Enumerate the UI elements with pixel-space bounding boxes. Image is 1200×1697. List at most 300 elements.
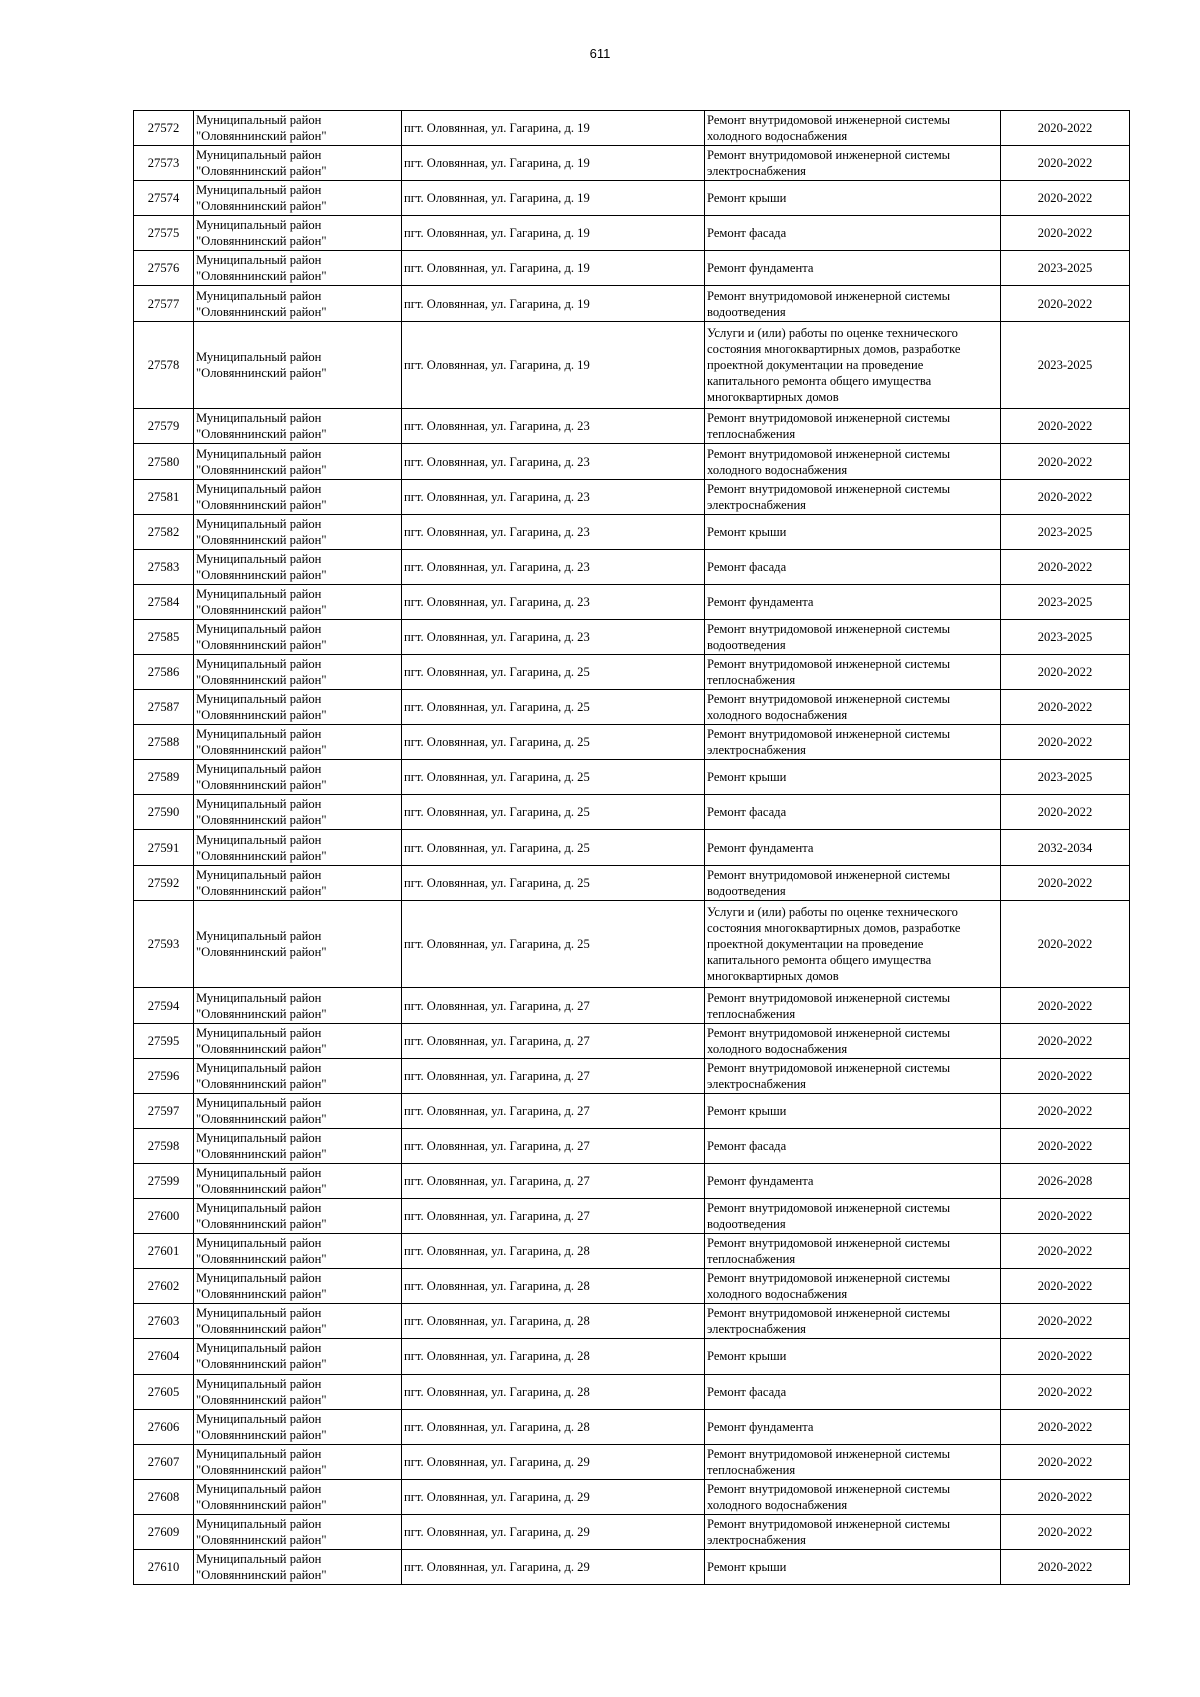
record-number-cell: 27582 xyxy=(134,514,194,549)
address-cell: пгт. Оловянная, ул. Гагарина, д. 25 xyxy=(402,725,705,760)
address-cell: пгт. Оловянная, ул. Гагарина, д. 28 xyxy=(402,1339,705,1374)
municipality-line-1: Муниципальный район xyxy=(196,832,322,847)
address-cell: пгт. Оловянная, ул. Гагарина, д. 23 xyxy=(402,444,705,479)
record-number-cell: 27597 xyxy=(134,1093,194,1128)
address-cell: пгт. Оловянная, ул. Гагарина, д. 19 xyxy=(402,111,705,146)
table-row xyxy=(134,1304,1130,1339)
municipality-cell xyxy=(194,444,402,479)
municipality-line-1: Муниципальный район xyxy=(196,586,322,601)
record-number-cell: 27606 xyxy=(134,1409,194,1444)
record-number-cell: 27591 xyxy=(134,830,194,865)
municipality-cell xyxy=(194,655,402,690)
record-number-cell: 27589 xyxy=(134,760,194,795)
record-number-cell: 27608 xyxy=(134,1479,194,1514)
address-cell: пгт. Оловянная, ул. Гагарина, д. 23 xyxy=(402,479,705,514)
municipality-line-2: "Оловяннинский район" xyxy=(196,778,327,793)
municipality-line-2: "Оловяннинский район" xyxy=(196,1146,327,1161)
record-number-cell: 27593 xyxy=(134,900,194,988)
municipality-line-1: Муниципальный район xyxy=(196,1306,322,1321)
table-row xyxy=(134,655,1130,690)
municipality-cell xyxy=(194,1409,402,1444)
period-cell: 2023-2025 xyxy=(1001,514,1130,549)
period-cell: 2023-2025 xyxy=(1001,619,1130,654)
period-cell: 2020-2022 xyxy=(1001,795,1130,830)
municipality-line-1: Муниципальный район xyxy=(196,1341,322,1356)
record-number-cell: 27594 xyxy=(134,988,194,1023)
work-type-cell: Ремонт внутридомовой инженерной системы холодного водоснабжения xyxy=(705,1023,1001,1058)
period-cell: 2020-2022 xyxy=(1001,1549,1130,1584)
municipality-cell xyxy=(194,725,402,760)
table-row xyxy=(134,1479,1130,1514)
work-type-cell: Ремонт крыши xyxy=(705,1093,1001,1128)
address-cell: пгт. Оловянная, ул. Гагарина, д. 25 xyxy=(402,795,705,830)
municipality-cell xyxy=(194,830,402,865)
municipality-line-2: "Оловяннинский район" xyxy=(196,427,327,442)
address-cell: пгт. Оловянная, ул. Гагарина, д. 25 xyxy=(402,760,705,795)
work-type-cell: Ремонт крыши xyxy=(705,514,1001,549)
period-cell: 2020-2022 xyxy=(1001,216,1130,251)
municipality-line-1: Муниципальный район xyxy=(196,657,322,672)
municipality-line-2: "Оловяннинский район" xyxy=(196,1462,327,1477)
municipality-line-1: Муниципальный район xyxy=(196,288,322,303)
period-cell: 2020-2022 xyxy=(1001,865,1130,900)
period-cell: 2020-2022 xyxy=(1001,1199,1130,1234)
address-cell: пгт. Оловянная, ул. Гагарина, д. 23 xyxy=(402,549,705,584)
work-type-cell: Ремонт крыши xyxy=(705,1339,1001,1374)
municipality-cell xyxy=(194,900,402,988)
work-type-cell: Ремонт фасада xyxy=(705,549,1001,584)
record-number-cell: 27600 xyxy=(134,1199,194,1234)
municipality-line-1: Муниципальный район xyxy=(196,1552,322,1567)
municipality-line-1: Муниципальный район xyxy=(196,218,322,233)
table-row xyxy=(134,725,1130,760)
period-cell: 2020-2022 xyxy=(1001,409,1130,444)
municipality-line-2: "Оловяннинский район" xyxy=(196,1217,327,1232)
address-cell: пгт. Оловянная, ул. Гагарина, д. 27 xyxy=(402,1058,705,1093)
municipality-line-1: Муниципальный район xyxy=(196,621,322,636)
work-type-cell: Ремонт фундамента xyxy=(705,584,1001,619)
address-cell: пгт. Оловянная, ул. Гагарина, д. 23 xyxy=(402,409,705,444)
record-number-cell: 27610 xyxy=(134,1549,194,1584)
municipality-line-1: Муниципальный район xyxy=(196,1271,322,1286)
municipality-line-1: Муниципальный район xyxy=(196,516,322,531)
municipality-line-2: "Оловяннинский район" xyxy=(196,304,327,319)
table-row xyxy=(134,286,1130,321)
period-cell: 2020-2022 xyxy=(1001,1058,1130,1093)
record-number-cell: 27581 xyxy=(134,479,194,514)
municipality-cell xyxy=(194,584,402,619)
municipality-cell xyxy=(194,1549,402,1584)
table-row xyxy=(134,1023,1130,1058)
address-cell: пгт. Оловянная, ул. Гагарина, д. 28 xyxy=(402,1234,705,1269)
work-type-cell: Ремонт внутридомовой инженерной системы холодного водоснабжения xyxy=(705,690,1001,725)
table-row xyxy=(134,216,1130,251)
municipality-cell xyxy=(194,321,402,409)
municipality-cell xyxy=(194,1023,402,1058)
record-number-cell: 27573 xyxy=(134,146,194,181)
municipality-line-2: "Оловяннинский район" xyxy=(196,743,327,758)
period-cell: 2020-2022 xyxy=(1001,1023,1130,1058)
municipality-line-2: "Оловяннинский район" xyxy=(196,1357,327,1372)
municipality-line-2: "Оловяннинский район" xyxy=(196,637,327,652)
work-type-cell: Ремонт внутридомовой инженерной системы электроснабжения xyxy=(705,725,1001,760)
work-type-cell: Ремонт внутридомовой инженерной системы теплоснабжения xyxy=(705,1444,1001,1479)
table-row xyxy=(134,1269,1130,1304)
table-row xyxy=(134,760,1130,795)
period-cell: 2020-2022 xyxy=(1001,1374,1130,1409)
period-cell: 2020-2022 xyxy=(1001,181,1130,216)
record-number-cell: 27596 xyxy=(134,1058,194,1093)
municipality-line-1: Муниципальный район xyxy=(196,1025,322,1040)
period-cell: 2020-2022 xyxy=(1001,725,1130,760)
work-type-cell: Услуги и (или) работы по оценке технического состояния многоквартирных домов, разработке проектной документации на проведение капитального ремонта общего имущества многоквартирных домов xyxy=(705,321,1001,409)
municipality-cell xyxy=(194,181,402,216)
period-cell: 2023-2025 xyxy=(1001,251,1130,286)
municipality-cell xyxy=(194,865,402,900)
work-type-cell: Ремонт фасада xyxy=(705,1374,1001,1409)
municipality-line-2: "Оловяннинский район" xyxy=(196,673,327,688)
work-type-cell: Ремонт фасада xyxy=(705,795,1001,830)
municipality-line-2: "Оловяннинский район" xyxy=(196,497,327,512)
municipality-cell xyxy=(194,760,402,795)
work-type-cell: Ремонт внутридомовой инженерной системы холодного водоснабжения xyxy=(705,111,1001,146)
municipality-line-1: Муниципальный район xyxy=(196,797,322,812)
work-type-cell: Ремонт фундамента xyxy=(705,1163,1001,1198)
table-row xyxy=(134,409,1130,444)
work-type-cell: Ремонт внутридомовой инженерной системы электроснабжения xyxy=(705,1058,1001,1093)
municipality-line-2: "Оловяннинский район" xyxy=(196,1287,327,1302)
period-cell: 2020-2022 xyxy=(1001,1269,1130,1304)
period-cell: 2020-2022 xyxy=(1001,1479,1130,1514)
address-cell: пгт. Оловянная, ул. Гагарина, д. 29 xyxy=(402,1514,705,1549)
municipality-line-2: "Оловяннинский район" xyxy=(196,602,327,617)
record-number-cell: 27585 xyxy=(134,619,194,654)
municipality-cell xyxy=(194,286,402,321)
work-type-cell: Ремонт фасада xyxy=(705,216,1001,251)
period-cell: 2026-2028 xyxy=(1001,1163,1130,1198)
municipality-line-1: Муниципальный район xyxy=(196,1095,322,1110)
table-body xyxy=(134,111,1130,1585)
record-number-cell: 27607 xyxy=(134,1444,194,1479)
municipality-cell xyxy=(194,1234,402,1269)
municipality-line-1: Муниципальный район xyxy=(196,762,322,777)
work-type-cell: Ремонт внутридомовой инженерной системы электроснабжения xyxy=(705,1514,1001,1549)
municipality-line-2: "Оловяннинский район" xyxy=(196,1427,327,1442)
period-cell: 2020-2022 xyxy=(1001,549,1130,584)
municipality-cell xyxy=(194,1304,402,1339)
work-type-cell: Ремонт внутридомовой инженерной системы холодного водоснабжения xyxy=(705,1479,1001,1514)
record-number-cell: 27599 xyxy=(134,1163,194,1198)
period-cell: 2020-2022 xyxy=(1001,1444,1130,1479)
municipality-cell xyxy=(194,1514,402,1549)
municipality-line-2: "Оловяннинский район" xyxy=(196,1497,327,1512)
municipality-line-1: Муниципальный район xyxy=(196,1481,322,1496)
table-row xyxy=(134,1409,1130,1444)
record-number-cell: 27598 xyxy=(134,1128,194,1163)
municipality-line-1: Муниципальный район xyxy=(196,551,322,566)
municipality-line-2: "Оловяннинский район" xyxy=(196,1181,327,1196)
table-row xyxy=(134,181,1130,216)
period-cell: 2020-2022 xyxy=(1001,146,1130,181)
municipality-line-1: Муниципальный район xyxy=(196,446,322,461)
period-cell: 2020-2022 xyxy=(1001,1409,1130,1444)
work-type-cell: Ремонт внутридомовой инженерной системы водоотведения xyxy=(705,865,1001,900)
municipality-cell xyxy=(194,216,402,251)
table-row xyxy=(134,1514,1130,1549)
record-number-cell: 27578 xyxy=(134,321,194,409)
table-row xyxy=(134,251,1130,286)
period-cell: 2020-2022 xyxy=(1001,1128,1130,1163)
municipality-line-2: "Оловяннинский район" xyxy=(196,234,327,249)
work-type-cell: Ремонт внутридомовой инженерной системы водоотведения xyxy=(705,286,1001,321)
record-number-cell: 27572 xyxy=(134,111,194,146)
address-cell: пгт. Оловянная, ул. Гагарина, д. 25 xyxy=(402,655,705,690)
table-row xyxy=(134,865,1130,900)
record-number-cell: 27603 xyxy=(134,1304,194,1339)
record-number-cell: 27605 xyxy=(134,1374,194,1409)
address-cell: пгт. Оловянная, ул. Гагарина, д. 19 xyxy=(402,181,705,216)
municipality-line-1: Муниципальный район xyxy=(196,1411,322,1426)
municipality-cell xyxy=(194,690,402,725)
work-type-cell: Ремонт фасада xyxy=(705,1128,1001,1163)
work-type-cell: Ремонт внутридомовой инженерной системы холодного водоснабжения xyxy=(705,444,1001,479)
address-cell: пгт. Оловянная, ул. Гагарина, д. 29 xyxy=(402,1444,705,1479)
record-number-cell: 27602 xyxy=(134,1269,194,1304)
municipality-line-1: Муниципальный район xyxy=(196,1516,322,1531)
table-row xyxy=(134,549,1130,584)
work-type-cell: Ремонт внутридомовой инженерной системы теплоснабжения xyxy=(705,409,1001,444)
table-row xyxy=(134,1444,1130,1479)
municipality-line-2: "Оловяннинский район" xyxy=(196,199,327,214)
work-type-cell: Ремонт крыши xyxy=(705,181,1001,216)
table-row xyxy=(134,1549,1130,1584)
table-row xyxy=(134,988,1130,1023)
address-cell: пгт. Оловянная, ул. Гагарина, д. 27 xyxy=(402,1023,705,1058)
municipality-line-2: "Оловяннинский район" xyxy=(196,532,327,547)
municipality-line-2: "Оловяннинский район" xyxy=(196,129,327,144)
work-type-cell: Услуги и (или) работы по оценке технического состояния многоквартирных домов, разработке проектной документации на проведение капитального ремонта общего имущества многоквартирных домов xyxy=(705,900,1001,988)
municipality-line-2: "Оловяннинский район" xyxy=(196,164,327,179)
address-cell: пгт. Оловянная, ул. Гагарина, д. 28 xyxy=(402,1409,705,1444)
address-cell: пгт. Оловянная, ул. Гагарина, д. 23 xyxy=(402,514,705,549)
table-row xyxy=(134,584,1130,619)
municipality-cell xyxy=(194,1269,402,1304)
record-number-cell: 27592 xyxy=(134,865,194,900)
period-cell: 2020-2022 xyxy=(1001,444,1130,479)
municipality-cell xyxy=(194,1444,402,1479)
municipality-cell xyxy=(194,795,402,830)
record-number-cell: 27576 xyxy=(134,251,194,286)
municipality-line-1: Муниципальный район xyxy=(196,113,322,128)
municipality-line-1: Муниципальный район xyxy=(196,727,322,742)
table-row xyxy=(134,479,1130,514)
period-cell: 2023-2025 xyxy=(1001,321,1130,409)
address-cell: пгт. Оловянная, ул. Гагарина, д. 19 xyxy=(402,146,705,181)
table-row xyxy=(134,690,1130,725)
address-cell: пгт. Оловянная, ул. Гагарина, д. 19 xyxy=(402,286,705,321)
period-cell: 2020-2022 xyxy=(1001,111,1130,146)
municipality-line-1: Муниципальный район xyxy=(196,990,322,1005)
work-type-cell: Ремонт фундамента xyxy=(705,251,1001,286)
municipality-line-1: Муниципальный район xyxy=(196,148,322,163)
municipality-cell xyxy=(194,1128,402,1163)
municipality-line-2: "Оловяннинский район" xyxy=(196,1252,327,1267)
municipality-line-1: Муниципальный район xyxy=(196,1376,322,1391)
work-type-cell: Ремонт фундамента xyxy=(705,830,1001,865)
table-row xyxy=(134,1058,1130,1093)
page-number: 611 xyxy=(589,46,611,61)
period-cell: 2020-2022 xyxy=(1001,286,1130,321)
work-type-cell: Ремонт фундамента xyxy=(705,1409,1001,1444)
municipality-cell xyxy=(194,549,402,584)
municipality-line-1: Муниципальный район xyxy=(196,929,322,944)
period-cell: 2020-2022 xyxy=(1001,1339,1130,1374)
table-row xyxy=(134,321,1130,409)
record-number-cell: 27574 xyxy=(134,181,194,216)
work-type-cell: Ремонт крыши xyxy=(705,760,1001,795)
municipality-line-1: Муниципальный район xyxy=(196,1236,322,1251)
address-cell: пгт. Оловянная, ул. Гагарина, д. 27 xyxy=(402,988,705,1023)
municipality-line-1: Муниципальный район xyxy=(196,1165,322,1180)
municipality-cell xyxy=(194,146,402,181)
municipality-line-2: "Оловяннинский район" xyxy=(196,1392,327,1407)
work-type-cell: Ремонт внутридомовой инженерной системы электроснабжения xyxy=(705,1304,1001,1339)
municipality-line-1: Муниципальный район xyxy=(196,1130,322,1145)
work-type-cell: Ремонт крыши xyxy=(705,1549,1001,1584)
record-number-cell: 27580 xyxy=(134,444,194,479)
municipality-cell xyxy=(194,1093,402,1128)
address-cell: пгт. Оловянная, ул. Гагарина, д. 19 xyxy=(402,321,705,409)
municipality-line-1: Муниципальный район xyxy=(196,1201,322,1216)
municipality-line-2: "Оловяннинский район" xyxy=(196,365,327,380)
period-cell: 2020-2022 xyxy=(1001,1304,1130,1339)
table-row xyxy=(134,1093,1130,1128)
address-cell: пгт. Оловянная, ул. Гагарина, д. 25 xyxy=(402,865,705,900)
municipality-line-2: "Оловяннинский район" xyxy=(196,269,327,284)
municipality-cell xyxy=(194,409,402,444)
municipality-line-1: Муниципальный район xyxy=(196,411,322,426)
table-row xyxy=(134,900,1130,988)
municipality-line-2: "Оловяннинский район" xyxy=(196,1076,327,1091)
address-cell: пгт. Оловянная, ул. Гагарина, д. 25 xyxy=(402,830,705,865)
work-type-cell: Ремонт внутридомовой инженерной системы водоотведения xyxy=(705,619,1001,654)
municipality-line-1: Муниципальный район xyxy=(196,349,322,364)
table-row xyxy=(134,795,1130,830)
table-row xyxy=(134,1374,1130,1409)
work-type-cell: Ремонт внутридомовой инженерной системы электроснабжения xyxy=(705,479,1001,514)
address-cell: пгт. Оловянная, ул. Гагарина, д. 19 xyxy=(402,216,705,251)
municipality-cell xyxy=(194,111,402,146)
record-number-cell: 27588 xyxy=(134,725,194,760)
municipality-line-2: "Оловяннинский район" xyxy=(196,945,327,960)
record-number-cell: 27584 xyxy=(134,584,194,619)
record-number-cell: 27579 xyxy=(134,409,194,444)
table-row xyxy=(134,444,1130,479)
municipality-line-2: "Оловяннинский район" xyxy=(196,462,327,477)
address-cell: пгт. Оловянная, ул. Гагарина, д. 27 xyxy=(402,1199,705,1234)
period-cell: 2023-2025 xyxy=(1001,760,1130,795)
municipality-line-1: Муниципальный район xyxy=(196,253,322,268)
address-cell: пгт. Оловянная, ул. Гагарина, д. 25 xyxy=(402,900,705,988)
table-row xyxy=(134,619,1130,654)
address-cell: пгт. Оловянная, ул. Гагарина, д. 27 xyxy=(402,1093,705,1128)
record-number-cell: 27604 xyxy=(134,1339,194,1374)
table-row xyxy=(134,1163,1130,1198)
table-row xyxy=(134,1128,1130,1163)
municipality-cell xyxy=(194,1163,402,1198)
table-row xyxy=(134,1339,1130,1374)
municipality-line-1: Муниципальный район xyxy=(196,1446,322,1461)
address-cell: пгт. Оловянная, ул. Гагарина, д. 28 xyxy=(402,1269,705,1304)
period-cell: 2020-2022 xyxy=(1001,988,1130,1023)
municipality-cell xyxy=(194,1479,402,1514)
municipality-line-2: "Оловяннинский район" xyxy=(196,848,327,863)
municipality-cell xyxy=(194,514,402,549)
period-cell: 2020-2022 xyxy=(1001,690,1130,725)
municipality-line-1: Муниципальный район xyxy=(196,692,322,707)
address-cell: пгт. Оловянная, ул. Гагарина, д. 29 xyxy=(402,1479,705,1514)
address-cell: пгт. Оловянная, ул. Гагарина, д. 23 xyxy=(402,619,705,654)
municipality-line-1: Муниципальный район xyxy=(196,1060,322,1075)
record-number-cell: 27587 xyxy=(134,690,194,725)
municipality-line-2: "Оловяннинский район" xyxy=(196,567,327,582)
table-row xyxy=(134,146,1130,181)
work-type-cell: Ремонт внутридомовой инженерной системы холодного водоснабжения xyxy=(705,1269,1001,1304)
address-cell: пгт. Оловянная, ул. Гагарина, д. 28 xyxy=(402,1304,705,1339)
municipality-line-1: Муниципальный район xyxy=(196,183,322,198)
address-cell: пгт. Оловянная, ул. Гагарина, д. 23 xyxy=(402,584,705,619)
municipality-cell xyxy=(194,1374,402,1409)
record-number-cell: 27586 xyxy=(134,655,194,690)
table-row xyxy=(134,1199,1130,1234)
period-cell: 2020-2022 xyxy=(1001,1093,1130,1128)
municipality-line-2: "Оловяннинский район" xyxy=(196,1532,327,1547)
municipality-line-2: "Оловяннинский район" xyxy=(196,1111,327,1126)
address-cell: пгт. Оловянная, ул. Гагарина, д. 28 xyxy=(402,1374,705,1409)
municipality-cell xyxy=(194,479,402,514)
record-number-cell: 27583 xyxy=(134,549,194,584)
record-number-cell: 27601 xyxy=(134,1234,194,1269)
municipality-line-2: "Оловяннинский район" xyxy=(196,708,327,723)
municipality-line-2: "Оловяннинский район" xyxy=(196,1568,327,1583)
period-cell: 2020-2022 xyxy=(1001,479,1130,514)
address-cell: пгт. Оловянная, ул. Гагарина, д. 29 xyxy=(402,1549,705,1584)
table-row xyxy=(134,111,1130,146)
address-cell: пгт. Оловянная, ул. Гагарина, д. 27 xyxy=(402,1163,705,1198)
municipality-cell xyxy=(194,619,402,654)
municipality-line-2: "Оловяннинский район" xyxy=(196,1041,327,1056)
municipality-line-2: "Оловяннинский район" xyxy=(196,1322,327,1337)
period-cell: 2020-2022 xyxy=(1001,1514,1130,1549)
municipality-line-1: Муниципальный район xyxy=(196,481,322,496)
municipality-line-2: "Оловяннинский район" xyxy=(196,1006,327,1021)
work-type-cell: Ремонт внутридомовой инженерной системы электроснабжения xyxy=(705,146,1001,181)
record-number-cell: 27590 xyxy=(134,795,194,830)
municipality-cell xyxy=(194,1339,402,1374)
municipality-line-2: "Оловяннинский район" xyxy=(196,813,327,828)
record-number-cell: 27575 xyxy=(134,216,194,251)
table-row xyxy=(134,1234,1130,1269)
table-row xyxy=(134,514,1130,549)
record-number-cell: 27595 xyxy=(134,1023,194,1058)
municipality-line-1: Муниципальный район xyxy=(196,867,322,882)
work-type-cell: Ремонт внутридомовой инженерной системы теплоснабжения xyxy=(705,988,1001,1023)
municipality-line-2: "Оловяннинский район" xyxy=(196,883,327,898)
period-cell: 2020-2022 xyxy=(1001,900,1130,988)
record-number-cell: 27609 xyxy=(134,1514,194,1549)
period-cell: 2032-2034 xyxy=(1001,830,1130,865)
work-type-cell: Ремонт внутридомовой инженерной системы водоотведения xyxy=(705,1199,1001,1234)
